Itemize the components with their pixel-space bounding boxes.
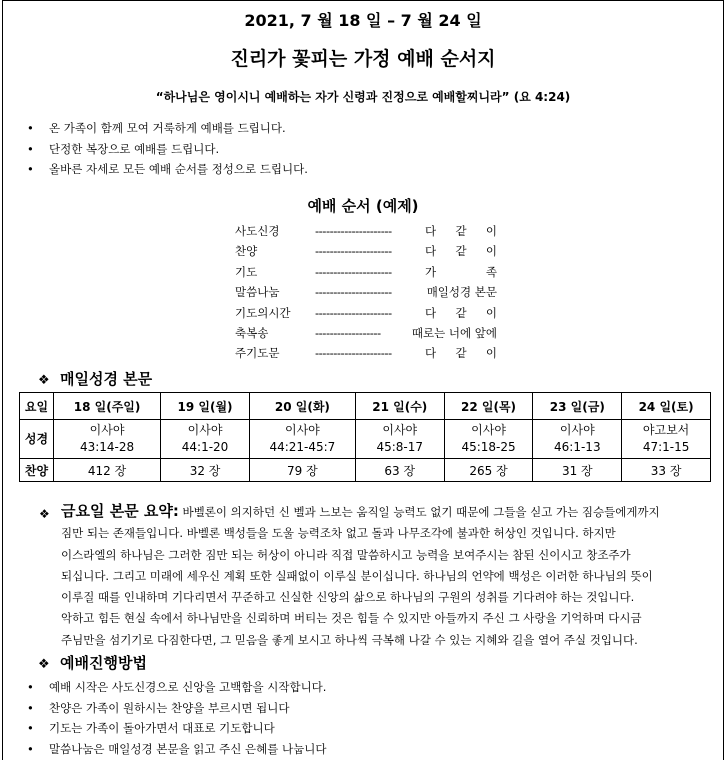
verse-ref: 44:21-45:7 bbox=[269, 440, 336, 454]
order-item-name: 축복송 bbox=[235, 325, 269, 340]
bible-reading-table bbox=[19, 392, 711, 482]
table-cell bbox=[622, 420, 711, 459]
summary-line: 주님만을 섬기기로 다짐한다면, 그 믿음을 좋게 보시고 하나씩 극복해 나갈 수 있는 지혜와 길을 열어 주실 것입니다. bbox=[61, 632, 638, 647]
table-header: 18 일(주일) bbox=[54, 393, 161, 420]
book-name: 이사야 bbox=[382, 423, 418, 437]
book-name: 이사야 bbox=[471, 423, 506, 437]
table-cell bbox=[249, 420, 355, 459]
order-item-name: 사도신경 bbox=[235, 224, 280, 238]
table-header: 19 일(월) bbox=[161, 393, 250, 420]
table-row bbox=[20, 393, 711, 420]
summary-body bbox=[39, 501, 715, 651]
friday-summary bbox=[39, 501, 715, 651]
order-title: 예배 순서 (예제) bbox=[307, 197, 419, 215]
worship-order-list bbox=[235, 221, 501, 364]
table-header: 22 일(목) bbox=[444, 393, 533, 420]
worship-order-page bbox=[2, 0, 724, 760]
order-row bbox=[235, 323, 501, 343]
verse-ref: 43:14-28 bbox=[79, 440, 135, 454]
dash-leader: ------------------ bbox=[315, 325, 381, 340]
order-row bbox=[235, 221, 501, 241]
order-item-leader: 매일성경 본문 bbox=[426, 285, 497, 300]
table-row bbox=[20, 459, 711, 482]
diamond-bullet-icon: ❖ bbox=[39, 507, 50, 521]
book-name: 야고보서 bbox=[642, 423, 690, 437]
order-row bbox=[235, 343, 501, 363]
book-name: 이사야 bbox=[187, 423, 223, 437]
dash-leader: --------------------- bbox=[315, 264, 392, 279]
order-row bbox=[235, 262, 501, 282]
date-range: 2021, 7 월 18 일 – 7 월 24 일 bbox=[244, 11, 482, 30]
order-row bbox=[235, 241, 501, 261]
order-item-leader: 다 같 이 bbox=[425, 244, 497, 259]
order-row bbox=[235, 303, 501, 323]
table-cell: 79 장 bbox=[249, 459, 355, 482]
method-list bbox=[23, 677, 326, 759]
table-row bbox=[20, 420, 711, 459]
section-title: 매일성경 본문 bbox=[60, 370, 153, 388]
summary-title: 금요일 본문 요약: bbox=[61, 502, 179, 520]
order-item-name: 찬양 bbox=[235, 244, 258, 259]
method-heading bbox=[38, 652, 147, 673]
table-cell bbox=[355, 420, 444, 459]
dash-leader: --------------------- bbox=[315, 244, 392, 259]
order-item-leader: 때로는 너에 앞에 bbox=[411, 325, 497, 340]
book-name: 이사야 bbox=[89, 423, 125, 437]
order-item-leader: 가 족 bbox=[425, 264, 497, 279]
section-title: 예배진행방법 bbox=[60, 654, 147, 672]
list-item: • 찬양은 가족이 원하시는 찬양을 부르시면 됩니다 bbox=[23, 698, 326, 719]
table-header: 21 일(수) bbox=[355, 393, 444, 420]
order-row bbox=[235, 282, 501, 302]
table-header: 23 일(금) bbox=[533, 393, 622, 420]
verse-ref: 46:1-13 bbox=[554, 440, 601, 454]
order-item-leader: 다 같 이 bbox=[425, 305, 497, 320]
order-item-name: 주기도문 bbox=[235, 346, 280, 361]
summary-line: 악하고 힘든 현실 속에서 하나님만을 신뢰하며 버티는 것은 힘들 수 있지만 아들까지 주신 그 사랑을 기억하며 다시금 bbox=[61, 611, 642, 626]
book-name: 이사야 bbox=[559, 423, 595, 437]
summary-line: 이스라엘의 하나님은 그러한 짐만 되는 허상이 아니라 직접 말씀하시고 능력을 보여주시는 참된 신이시고 창조주가 bbox=[61, 547, 631, 562]
summary-text: 바벨론이 의지하던 신 벨과 느보는 움직일 능력도 없기 때문에 그들을 싣고 가는 짐승들에게까지 bbox=[182, 505, 660, 519]
verse-ref: 45:18-25 bbox=[461, 440, 516, 454]
table-cell: 63 장 bbox=[355, 459, 444, 482]
worship-rules-list bbox=[23, 118, 308, 180]
table-cell bbox=[161, 420, 250, 459]
order-item-name: 기도 bbox=[235, 264, 258, 279]
dash-leader: --------------------- bbox=[315, 224, 392, 238]
table-header: 20 일(화) bbox=[249, 393, 355, 420]
order-item-leader: 다 같 이 bbox=[425, 346, 497, 361]
table-header: 24 일(토) bbox=[622, 393, 711, 420]
list-item: • 기도는 가족이 돌아가면서 대표로 기도합니다 bbox=[23, 718, 326, 739]
list-item: • 예배 시작은 사도신경으로 신앙을 고백함을 시작합니다. bbox=[23, 677, 326, 698]
scripture-verse: “하나님은 영이시니 예배하는 자가 신령과 진정으로 예배할찌니라” (요 4:24) bbox=[155, 90, 571, 104]
diamond-bullet-icon: ❖ bbox=[38, 657, 50, 672]
summary-line: 되십니다. 그리고 미래에 세우신 계획 또한 실패없이 이루실 분이십니다. 하나님의 언약에 백성은 이러한 하나님의 뜻이 bbox=[61, 568, 653, 583]
diamond-bullet-icon: ❖ bbox=[38, 373, 50, 388]
summary-line: 이루질 때를 인내하며 기다리면서 꾸준하고 신실한 신앙의 삶으로 하나님의 구원의 성취를 기다려야 하는 것입니다. bbox=[61, 590, 635, 605]
list-item: • 온 가족이 함께 모여 거룩하게 예배를 드립니다. bbox=[23, 118, 308, 139]
table-cell: 31 장 bbox=[533, 459, 622, 482]
table-cell bbox=[54, 420, 161, 459]
summary-line: 짐만 되는 존재들입니다. 바벨론 백성들을 도울 능력조차 없고 돌과 나무조각에 불과한 허상인 것입니다. 하지만 bbox=[61, 526, 616, 541]
table-cell: 32 장 bbox=[161, 459, 250, 482]
table-header: 요일 bbox=[20, 393, 54, 420]
order-item-name: 말씀나눔 bbox=[235, 285, 280, 300]
table-cell bbox=[533, 420, 622, 459]
list-item: • 말씀나눔은 매일성경 본문을 읽고 주신 은혜를 나눕니다 bbox=[23, 739, 326, 760]
order-item-leader: 다 같 이 bbox=[425, 224, 497, 238]
table-cell bbox=[444, 420, 533, 459]
dash-leader: --------------------- bbox=[315, 285, 392, 300]
page-title: 진리가 꽃피는 가정 예배 순서지 bbox=[230, 48, 496, 70]
verse-ref: 44:1-20 bbox=[181, 440, 229, 454]
bible-reading-heading bbox=[38, 368, 152, 389]
row-label: 성경 bbox=[20, 420, 54, 459]
table-cell: 265 장 bbox=[444, 459, 533, 482]
book-name: 이사야 bbox=[285, 423, 320, 437]
table-cell: 33 장 bbox=[622, 459, 711, 482]
table-cell: 412 장 bbox=[54, 459, 161, 482]
summary-first-line bbox=[61, 501, 715, 523]
list-item: • 올바른 자세로 모든 예배 순서를 정성으로 드립니다. bbox=[23, 159, 308, 180]
order-item-name: 기도의시간 bbox=[235, 305, 291, 320]
dash-leader: --------------------- bbox=[315, 346, 392, 361]
verse-ref: 45:8-17 bbox=[376, 440, 424, 454]
dash-leader: --------------------- bbox=[315, 305, 392, 320]
list-item: • 단정한 복장으로 예배를 드립니다. bbox=[23, 139, 308, 160]
row-label: 찬양 bbox=[20, 459, 54, 482]
verse-ref: 47:1-15 bbox=[642, 440, 690, 454]
